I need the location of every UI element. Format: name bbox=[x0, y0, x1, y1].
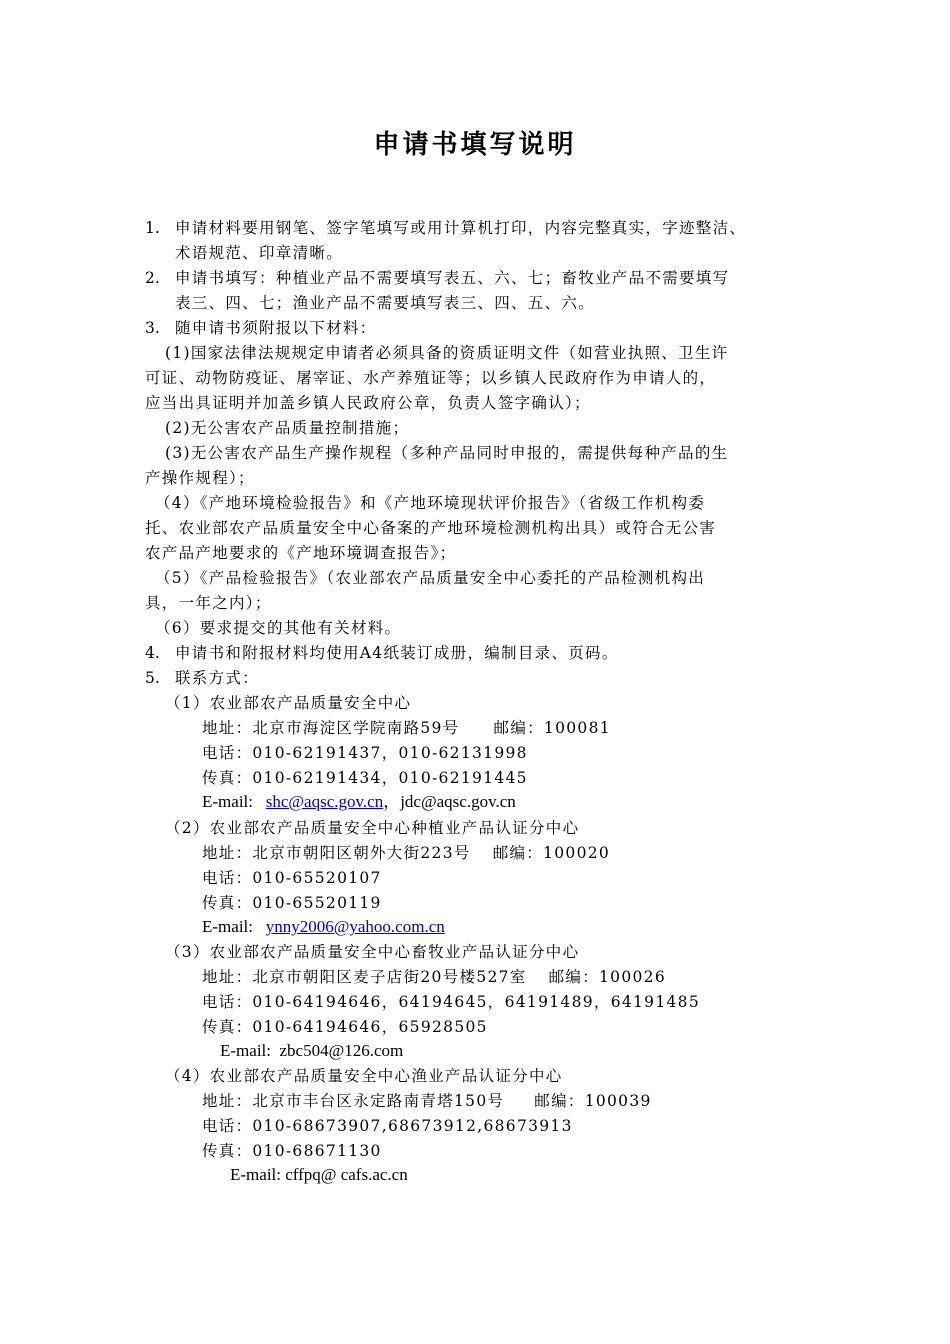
contact-3-address-line: 地址：北京市朝阳区麦子店街20号楼527室 邮编：100026 bbox=[202, 968, 666, 986]
item-2-line-2: 表三、四、七；渔业产品不需要填写表三、四、五、六。 bbox=[175, 294, 596, 312]
item-3-sub-4-line-1: （4）《产地环境检验报告》和《产地环境现状评价报告》（省级工作机构委 bbox=[155, 494, 706, 512]
contact-1-fax: 传真：010-62191434，010-62191445 bbox=[202, 769, 528, 787]
contact-2-email-line: E-mail: ynny2006@yahoo.com.cn bbox=[202, 917, 445, 936]
item-3-sub-2-line-1: (2)无公害农产品质量控制措施； bbox=[165, 419, 410, 437]
contact-2-name: （2）农业部农产品质量安全中心种植业产品认证分中心 bbox=[165, 819, 580, 837]
item-3-sub-6-line-1: （6）要求提交的其他有关材料。 bbox=[155, 619, 402, 637]
contact-1-name: （1）农业部农产品质量安全中心 bbox=[165, 694, 412, 712]
contact-1-email-link[interactable]: shc@aqsc.gov.cn bbox=[265, 792, 384, 811]
item-3-sub-1-line-3: 应当出具证明并加盖乡镇人民政府公章，负责人签字确认）； bbox=[145, 394, 591, 412]
item-3-sub-5-line-1: （5）《产品检验报告》（农业部农产品质量安全中心委托的产品检测机构出 bbox=[155, 569, 706, 587]
contact-3-fax: 传真：010-64194646，65928505 bbox=[202, 1018, 488, 1036]
contact-4-fax: 传真：010-68671130 bbox=[202, 1142, 382, 1160]
contact-2-phone: 电话：010-65520107 bbox=[202, 869, 382, 887]
contact-4-address-line: 地址：北京市丰台区永定路南青塔150号 邮编：100039 bbox=[202, 1092, 652, 1110]
contact-4-name: （4）农业部农产品质量安全中心渔业产品认证分中心 bbox=[165, 1067, 563, 1085]
item-3-sub-3-line-1: (3)无公害农产品生产操作规程（多种产品同时申报的，需提供每种产品的生 bbox=[165, 444, 729, 462]
item-3-sub-4-line-3: 农产品产地要求的《产地环境调查报告》； bbox=[145, 544, 457, 562]
item-1-line-1: 1. 申请材料要用钢笔、签字笔填写或用计算机打印，内容完整真实，字迹整洁、 bbox=[145, 219, 747, 237]
item-3-sub-5-line-2: 具，一年之内）； bbox=[145, 594, 272, 612]
item-3-sub-3-line-2: 产操作规程）； bbox=[145, 469, 255, 487]
item-3-sub-1-line-1: (1)国家法律法规规定申请者必须具备的资质证明文件（如营业执照、卫生许 bbox=[165, 344, 729, 362]
item-3-line-1: 3. 随申请书须附报以下材料： bbox=[145, 319, 377, 337]
contact-1-phone: 电话：010-62191437，010-62131998 bbox=[202, 744, 528, 762]
contact-2-email-link[interactable]: ynny2006@yahoo.com.cn bbox=[265, 917, 445, 936]
contact-4-email-line: E-mail: cffpq@ cafs.ac.cn bbox=[230, 1165, 408, 1184]
contact-3-phone: 电话：010-64194646，64194645，64191489，64191485 bbox=[202, 993, 700, 1011]
contact-2-fax: 传真：010-65520119 bbox=[202, 894, 382, 912]
contact-4-phone: 电话：010-68673907,68673912,68673913 bbox=[202, 1117, 573, 1135]
contact-3-name: （3）农业部农产品质量安全中心畜牧业产品认证分中心 bbox=[165, 943, 580, 961]
item-3-sub-4-line-2: 托、农业部农产品质量安全中心备案的产地环境检测机构出具）或符合无公害 bbox=[145, 519, 717, 537]
item-1-line-2: 术语规范、印章清晰。 bbox=[175, 244, 344, 262]
contact-2-address-line: 地址：北京市朝阳区朝外大街223号 邮编：100020 bbox=[202, 844, 611, 862]
item-3-sub-1-line-2: 可证、动物防疫证、屠宰证、水产养殖证等；以乡镇人民政府作为申请人的， bbox=[145, 369, 717, 387]
page-title: 申请书填写说明 bbox=[373, 130, 577, 160]
item-5-line-1: 5. 联系方式： bbox=[145, 669, 260, 687]
contact-1-email-line: E-mail: shc@aqsc.gov.cn，jdc@aqsc.gov.cn bbox=[202, 792, 516, 811]
contact-3-email-line: E-mail: zbc504@126.com bbox=[220, 1041, 404, 1060]
item-2-line-1: 2. 申请书填写：种植业产品不需要填写表五、六、七；畜牧业产品不需要填写 bbox=[145, 269, 730, 287]
item-4-line-1: 4. 申请书和附报材料均使用A4纸装订成册，编制目录、页码。 bbox=[145, 644, 619, 662]
contact-1-address-line: 地址：北京市海淀区学院南路59号 邮编：100081 bbox=[202, 719, 611, 737]
